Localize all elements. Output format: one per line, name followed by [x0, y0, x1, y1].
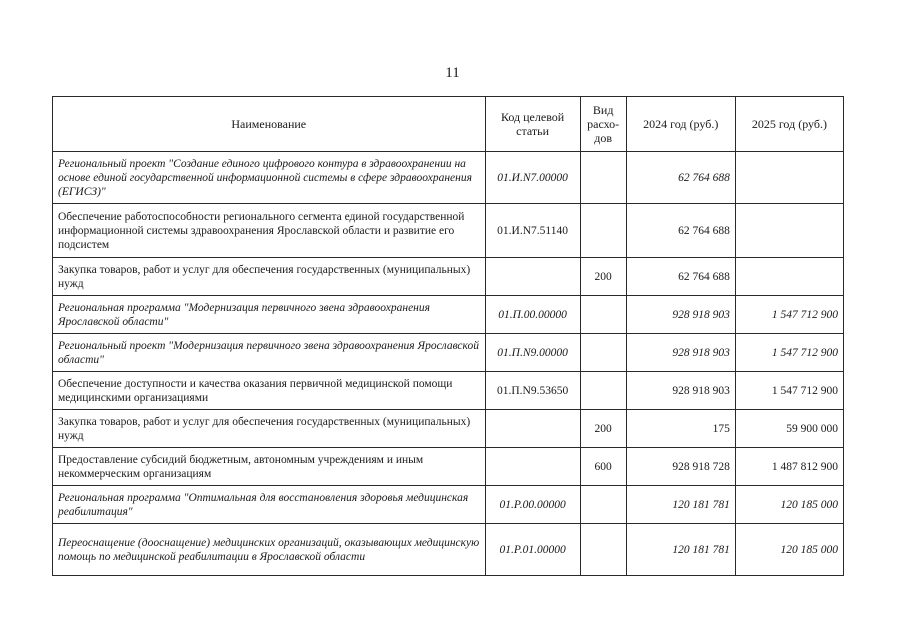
row-year1: 120 181 781 — [626, 486, 735, 524]
row-year1: 62 764 688 — [626, 152, 735, 204]
row-name: Региональная программа "Оптимальная для восстановления здоровья медицинская реабилитация" — [53, 486, 486, 524]
row-year1: 928 918 728 — [626, 448, 735, 486]
header-year1: 2024 год (руб.) — [626, 97, 735, 152]
table-row — [53, 410, 844, 448]
table-row — [53, 486, 844, 524]
row-year2: 120 185 000 — [735, 524, 843, 576]
row-code — [485, 410, 580, 448]
header-name: Наименование — [53, 97, 486, 152]
row-name: Предоставление субсидий бюджетным, автономным учреждениям и иным некоммерческим организациям — [53, 448, 486, 486]
row-code — [485, 448, 580, 486]
row-year2: 1 487 812 900 — [735, 448, 843, 486]
row-name: Закупка товаров, работ и услуг для обеспечения государственных (муниципальных) нужд — [53, 410, 486, 448]
row-code: 01.П.00.00000 — [485, 296, 580, 334]
table-row — [53, 204, 844, 258]
row-year2: 1 547 712 900 — [735, 334, 843, 372]
row-year2: 59 900 000 — [735, 410, 843, 448]
table-row — [53, 296, 844, 334]
row-code: 01.Р.00.00000 — [485, 486, 580, 524]
row-year1: 928 918 903 — [626, 296, 735, 334]
row-year2: 1 547 712 900 — [735, 372, 843, 410]
row-type — [580, 486, 626, 524]
row-type: 600 — [580, 448, 626, 486]
row-year1: 928 918 903 — [626, 372, 735, 410]
table-row — [53, 334, 844, 372]
row-year2 — [735, 204, 843, 258]
row-year1: 62 764 688 — [626, 204, 735, 258]
row-year1: 175 — [626, 410, 735, 448]
row-name: Обеспечение доступности и качества оказания первичной медицинской помощи медицинскими организациями — [53, 372, 486, 410]
table-row — [53, 448, 844, 486]
row-year1: 62 764 688 — [626, 258, 735, 296]
row-code: 01.П.N9.53650 — [485, 372, 580, 410]
page-number: 11 — [445, 65, 460, 81]
row-year1: 928 918 903 — [626, 334, 735, 372]
row-type: 200 — [580, 258, 626, 296]
row-code: 01.И.N7.51140 — [485, 204, 580, 258]
table-row — [53, 152, 844, 204]
row-year2 — [735, 258, 843, 296]
row-type: 200 — [580, 410, 626, 448]
row-code: 01.И.N7.00000 — [485, 152, 580, 204]
row-type — [580, 296, 626, 334]
row-year2: 120 185 000 — [735, 486, 843, 524]
header-year2: 2025 год (руб.) — [735, 97, 843, 152]
row-code: 01.Р.01.00000 — [485, 524, 580, 576]
row-name: Региональный проект "Создание единого цифрового контура в здравоохранении на основе единой государственной информационной системы в сфере здравоохранения (ЕГИСЗ)" — [53, 152, 486, 204]
row-name: Региональная программа "Модернизация первичного звена здравоохранения Ярославской области" — [53, 296, 486, 334]
row-type — [580, 372, 626, 410]
row-year1: 120 181 781 — [626, 524, 735, 576]
row-type — [580, 152, 626, 204]
row-type — [580, 524, 626, 576]
row-type — [580, 334, 626, 372]
header-type: Вид расхо-дов — [580, 97, 626, 152]
row-name: Переоснащение (дооснащение) медицинских организаций, оказывающих медицинскую помощь по медицинской реабилитации в Ярославской области — [53, 524, 486, 576]
table-row — [53, 258, 844, 296]
row-name: Региональный проект "Модернизация первичного звена здравоохранения Ярославской области" — [53, 334, 486, 372]
budget-table — [52, 96, 844, 576]
row-code — [485, 258, 580, 296]
table-row — [53, 524, 844, 576]
row-name: Закупка товаров, работ и услуг для обеспечения государственных (муниципальных) нужд — [53, 258, 486, 296]
row-year2 — [735, 152, 843, 204]
table-header-row — [53, 97, 844, 152]
row-name: Обеспечение работоспособности регионального сегмента единой государственной информационной системы здравоохранения Ярославской области и развитие его подсистем — [53, 204, 486, 258]
row-type — [580, 204, 626, 258]
header-code: Код целевой статьи — [485, 97, 580, 152]
row-code: 01.П.N9.00000 — [485, 334, 580, 372]
row-year2: 1 547 712 900 — [735, 296, 843, 334]
table-row — [53, 372, 844, 410]
